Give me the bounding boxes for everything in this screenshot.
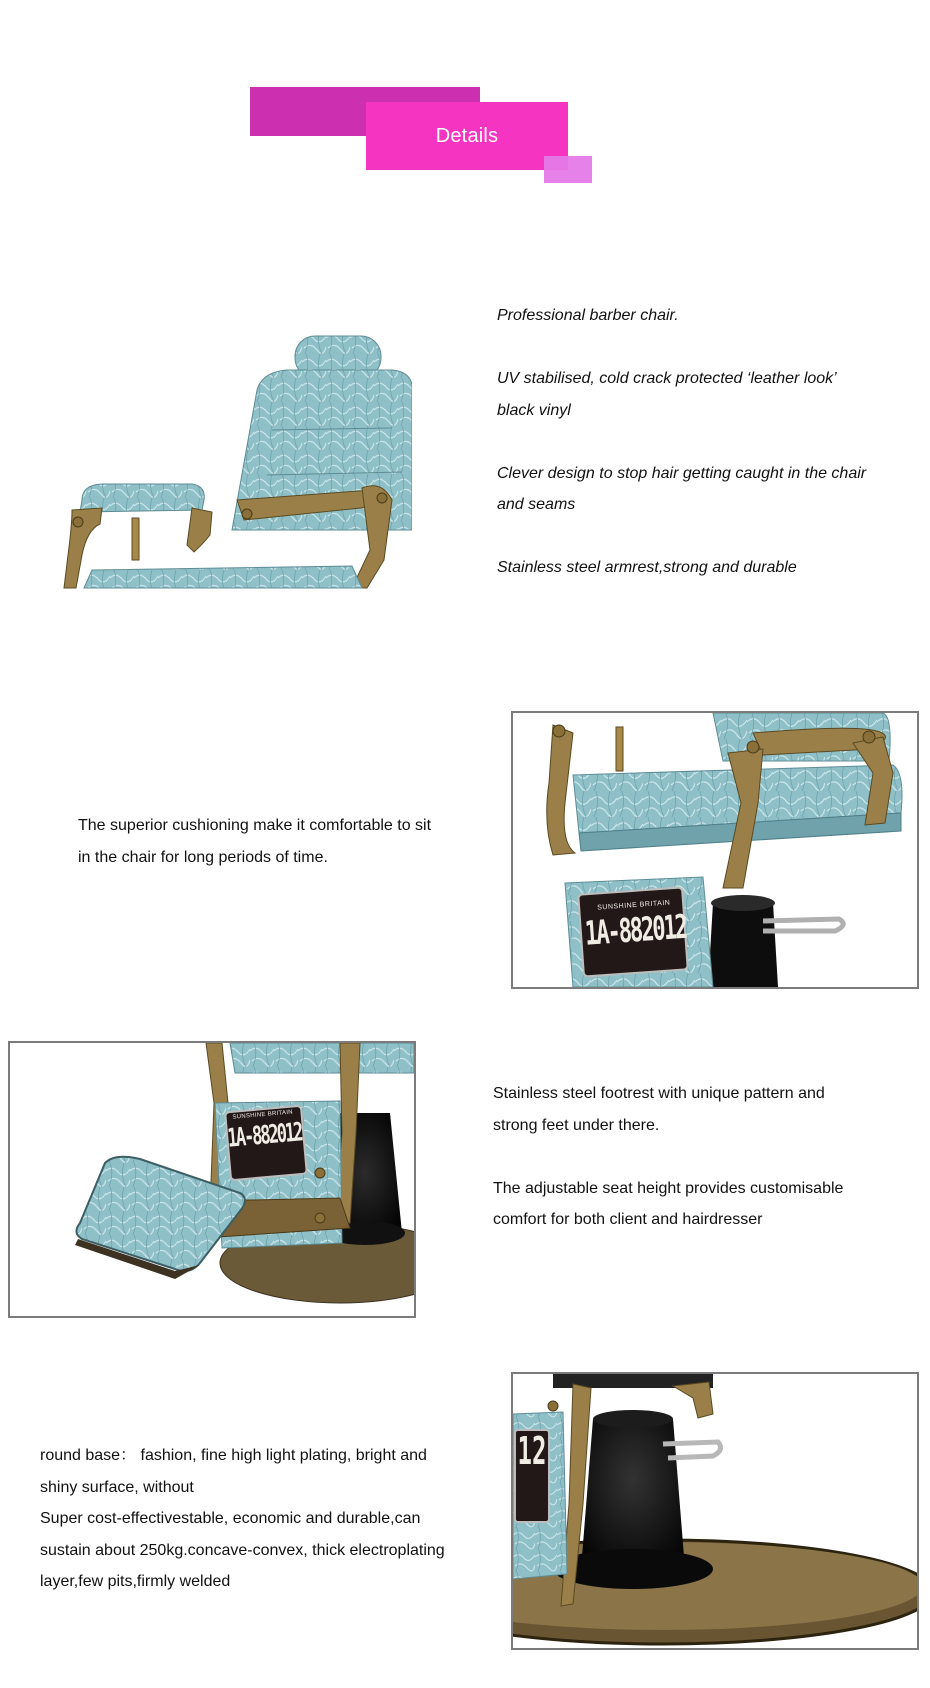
text-line: black vinyl bbox=[497, 401, 571, 419]
license-plate-fragment: 12 bbox=[517, 1429, 547, 1474]
plate-number: 1A-882012 bbox=[226, 1117, 303, 1155]
text-line: The superior cushioning make it comfortable to sit bbox=[78, 817, 432, 834]
text-line: layer,few pits,firmly welded bbox=[40, 1573, 231, 1590]
section2-text bbox=[78, 810, 478, 873]
text-line: and seams bbox=[497, 496, 576, 513]
text-line: round base： fashion, fine high light plating, bright and bbox=[40, 1447, 427, 1464]
license-plate bbox=[224, 1104, 306, 1178]
text-line: comfort for both client and hairdresser bbox=[493, 1211, 763, 1228]
chair-footrest-image bbox=[8, 1041, 416, 1318]
text-line: Stainless steel armrest,strong and durable bbox=[497, 559, 797, 576]
chair-headrest-image bbox=[62, 330, 412, 590]
section3-text bbox=[493, 1078, 913, 1236]
chair-base-image bbox=[511, 1372, 919, 1650]
text-line: shiny surface, without bbox=[40, 1478, 194, 1496]
chair-seat-image bbox=[511, 711, 919, 989]
plate-number: 1A-882012 bbox=[583, 909, 688, 954]
banner-accent-block bbox=[544, 156, 592, 183]
license-plate bbox=[581, 892, 690, 981]
text-line: The adjustable seat height provides customisable bbox=[493, 1179, 844, 1197]
text-line: Stainless steel footrest with unique pattern and bbox=[493, 1085, 825, 1102]
text-line: Super cost-effectivestable, economic and durable,can bbox=[40, 1510, 421, 1527]
section1-text bbox=[497, 300, 917, 584]
text-line: UV stabilised, cold crack protected ‘leather look’ bbox=[497, 370, 837, 387]
details-title: Details bbox=[435, 124, 499, 147]
section4-text bbox=[40, 1440, 480, 1598]
text-line: Professional barber chair. bbox=[497, 307, 679, 324]
text-line: strong feet under there. bbox=[493, 1116, 660, 1134]
text-line: sustain about 250kg.concave-convex, thick electroplating bbox=[40, 1541, 445, 1559]
details-banner bbox=[366, 102, 568, 170]
plate-top-text: SUNSHINE BRITAIN bbox=[232, 1109, 294, 1121]
text-line: Clever design to stop hair getting caught in the chair bbox=[497, 464, 867, 482]
plate-top-text: SUNSHINE BRITAIN bbox=[597, 899, 671, 912]
text-line: in the chair for long periods of time. bbox=[78, 848, 328, 866]
